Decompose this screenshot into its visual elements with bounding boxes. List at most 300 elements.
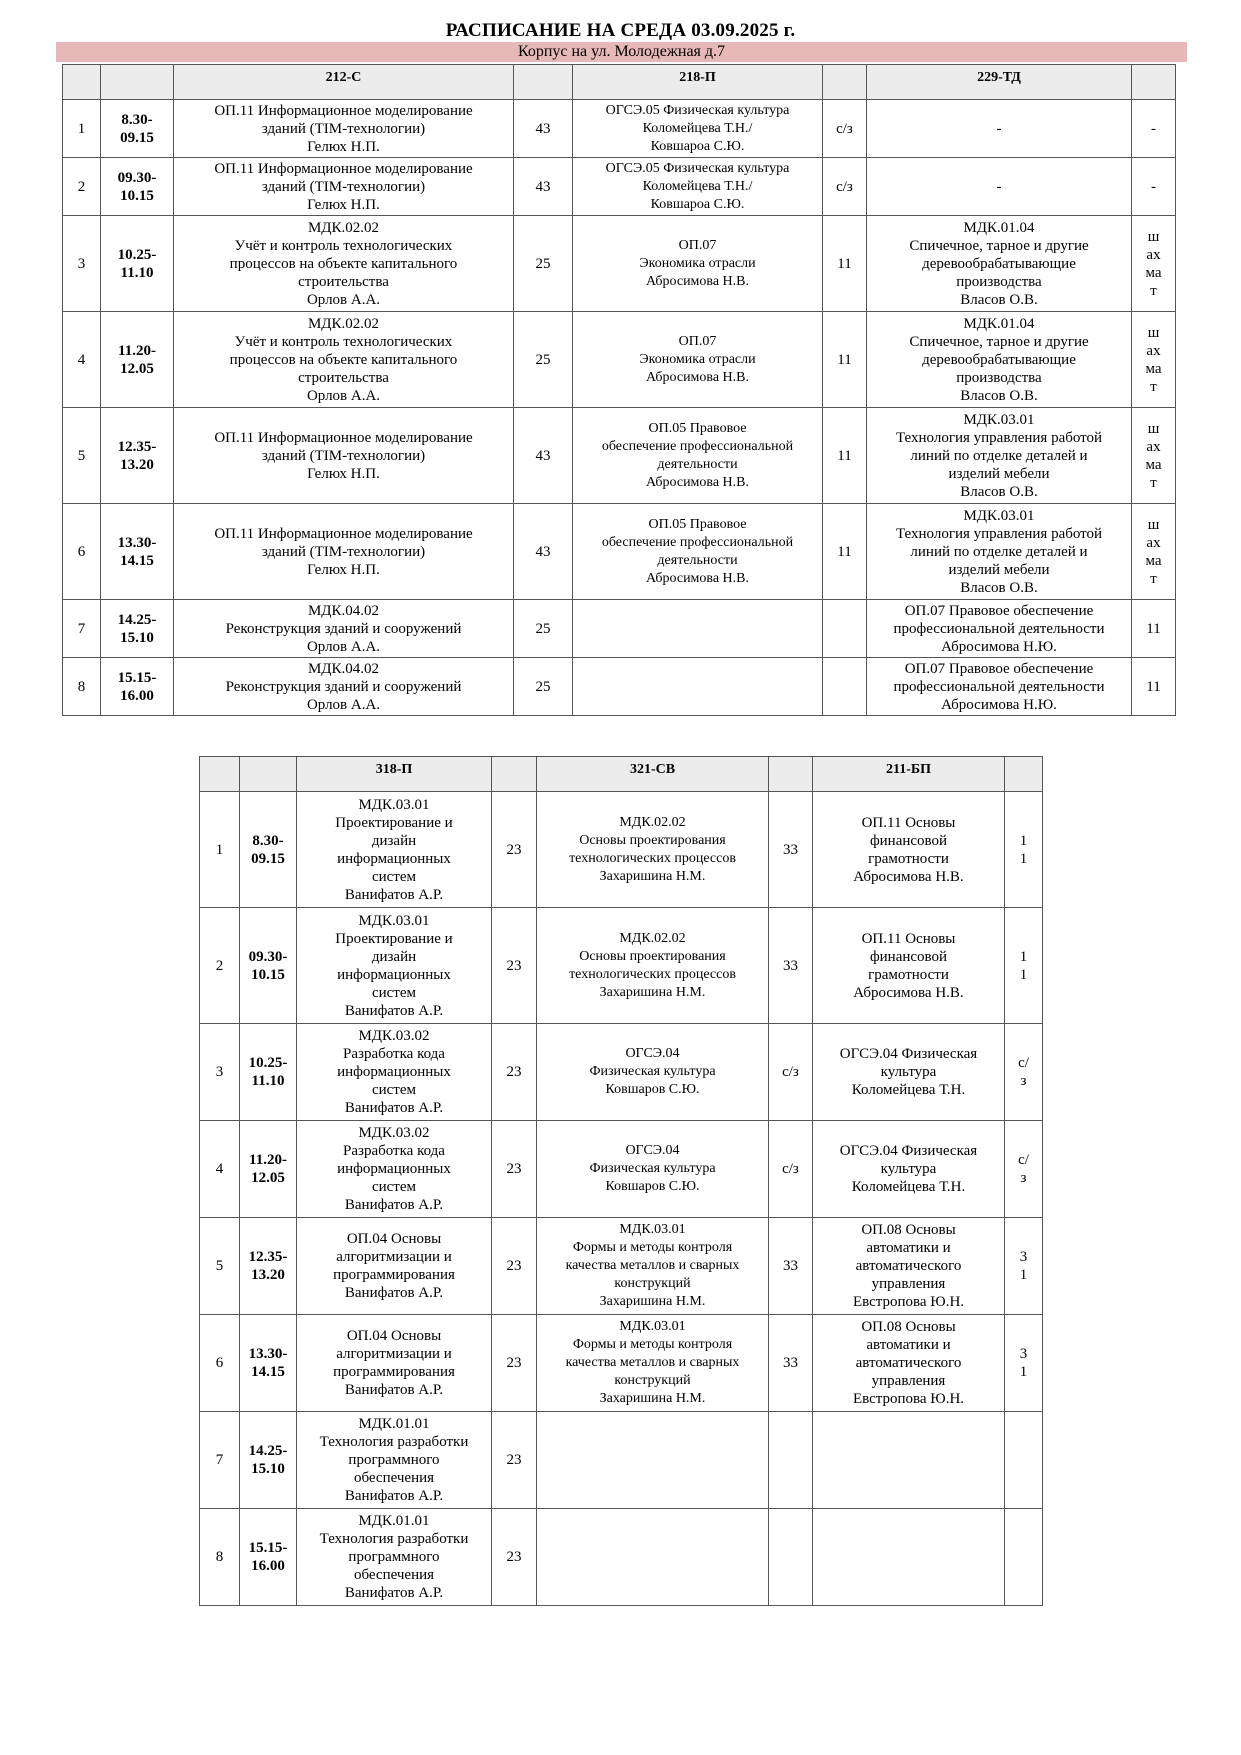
room-cell: 23 xyxy=(492,1218,537,1315)
time-end: 10.15 xyxy=(120,187,154,204)
time-end: 15.10 xyxy=(251,1461,285,1477)
subject-cell xyxy=(573,408,823,504)
room-cell: 25 xyxy=(514,312,573,408)
subject-line: Физическая культура xyxy=(589,1064,716,1079)
subject-line: деревообрабатывающие xyxy=(922,255,1076,272)
subject-line: Власов О.В. xyxy=(960,579,1038,596)
subject-line: зданий (ТIМ-технологии) xyxy=(261,178,426,195)
subject-cell xyxy=(813,1121,1005,1218)
room-cell: с/з xyxy=(823,158,867,216)
subject-cell xyxy=(537,1509,769,1606)
subject-line: обеспечение профессиональной xyxy=(601,534,794,550)
subject-line: изделий мебели xyxy=(948,561,1050,578)
subject-line: информационных xyxy=(337,850,451,867)
subject-cell xyxy=(537,1412,769,1509)
time-end: 13.20 xyxy=(251,1267,285,1283)
room-cell: 25 xyxy=(514,216,573,312)
subject-line: линий по отделке деталей и xyxy=(910,447,1088,464)
time-end: 16.00 xyxy=(251,1558,285,1574)
table-row xyxy=(200,908,1043,1024)
subject-line: зданий (ТIМ-технологии) xyxy=(261,447,426,464)
lesson-time xyxy=(101,504,174,600)
lesson-number: 6 xyxy=(200,1315,240,1412)
subject-line: конструкций xyxy=(614,1276,691,1291)
group-header: 321-СВ xyxy=(537,757,769,792)
room-cell: 33 xyxy=(769,908,813,1024)
subject-cell xyxy=(867,100,1132,158)
subject-cell xyxy=(813,792,1005,908)
room-cell xyxy=(769,1412,813,1509)
table-row xyxy=(63,504,1176,600)
lesson-time xyxy=(240,1412,297,1509)
room-cell: 11 xyxy=(1132,658,1176,716)
subject-line: управления xyxy=(871,1276,946,1292)
time-start: 14.25- xyxy=(117,611,157,628)
subject-line: систем xyxy=(371,868,417,885)
subject-line: ОП.11 Основы xyxy=(861,930,956,947)
subject-line: Гелюх Н.П. xyxy=(307,196,380,213)
room-cell: ш ах ма т xyxy=(1132,312,1176,408)
subject-line: систем xyxy=(371,984,417,1001)
time-start: 11.20- xyxy=(249,1152,287,1168)
time-end: 16.00 xyxy=(120,687,154,704)
subject-line: Захаришина Н.М. xyxy=(599,868,706,884)
subject-line: ОП.08 Основы xyxy=(861,1222,956,1238)
time-start: 8.30- xyxy=(252,832,284,849)
subject-line: Проектирование и xyxy=(335,814,453,831)
subject-cell xyxy=(573,158,823,216)
subject-cell xyxy=(174,158,514,216)
subject-cell xyxy=(174,312,514,408)
room-cell: 33 xyxy=(769,1315,813,1412)
room-cell: 23 xyxy=(492,1509,537,1606)
room-cell: 11 xyxy=(823,408,867,504)
subject-line: МДК.01.01 xyxy=(358,1513,430,1529)
subject-cell xyxy=(867,216,1132,312)
room-cell: 25 xyxy=(514,658,573,716)
subject-line: Абросимова Н.Ю. xyxy=(941,638,1057,655)
subject-line: систем xyxy=(371,1179,417,1195)
room-cell: 23 xyxy=(492,1315,537,1412)
subject-cell xyxy=(297,1509,492,1606)
subject-line: ОП.11 Информационное моделирование xyxy=(214,525,473,542)
subject-line: культура xyxy=(880,1064,937,1080)
subject-line: МДК.03.01 xyxy=(963,411,1035,428)
subject-cell xyxy=(297,908,492,1024)
group-header: 211-БП xyxy=(813,757,1005,792)
subject-cell xyxy=(867,312,1132,408)
subject-line: производства xyxy=(956,273,1042,290)
lesson-number: 8 xyxy=(63,658,101,716)
subject-line: качества металлов и сварных xyxy=(565,1258,740,1273)
subject-line: Абросимова Н.В. xyxy=(853,868,964,885)
time-end: 12.05 xyxy=(251,1170,285,1186)
lesson-time xyxy=(240,792,297,908)
subject-line: Разработка кода xyxy=(343,1046,445,1062)
lesson-number: 5 xyxy=(63,408,101,504)
subject-cell xyxy=(174,600,514,658)
subject-cell xyxy=(867,408,1132,504)
room-cell xyxy=(1005,1509,1043,1606)
schedule-body-2 xyxy=(200,792,1043,1606)
subject-line: ОП.08 Основы xyxy=(861,1319,956,1335)
subject-cell xyxy=(297,1218,492,1315)
lesson-number: 7 xyxy=(63,600,101,658)
subject-line: деятельности xyxy=(657,456,738,472)
room-cell: 33 xyxy=(769,792,813,908)
subject-line: обеспечение профессиональной xyxy=(601,438,794,454)
subject-line: профессиональной деятельности xyxy=(893,678,1105,695)
subject-cell xyxy=(174,504,514,600)
lesson-time xyxy=(240,1315,297,1412)
subject-line: Спичечное, тарное и другие xyxy=(909,237,1089,254)
schedule-table-2 xyxy=(199,756,1043,1606)
subject-line: Захаришина Н.М. xyxy=(599,1391,706,1406)
subject-line: Реконструкция зданий и сооружений xyxy=(225,620,462,637)
subject-line: Ванифатов А.Р. xyxy=(344,1585,444,1601)
table-row xyxy=(200,792,1043,908)
subject-cell xyxy=(867,504,1132,600)
lesson-time xyxy=(240,1024,297,1121)
time-end: 12.05 xyxy=(120,360,154,377)
subject-line: Ковшароа С.Ю. xyxy=(650,196,745,212)
room-cell: ш ах ма т xyxy=(1132,504,1176,600)
table-row xyxy=(63,312,1176,408)
subject-line: Технология управления работой xyxy=(895,429,1103,446)
subject-line: Основы проектирования xyxy=(579,832,726,848)
subject-cell xyxy=(537,908,769,1024)
subject-line: МДК.01.04 xyxy=(963,219,1035,236)
group-header: 212-С xyxy=(174,65,514,100)
subject-line: процессов на объекте капитального xyxy=(229,255,458,272)
lesson-time xyxy=(240,908,297,1024)
subject-line: МДК.03.01 xyxy=(619,1222,686,1237)
subject-line: информационных xyxy=(337,966,451,983)
room-cell: 11 xyxy=(823,216,867,312)
time-start: 11.20- xyxy=(118,342,156,359)
subject-cell xyxy=(297,1024,492,1121)
table-row xyxy=(63,216,1176,312)
subject-line: технологических процессов xyxy=(569,850,736,866)
room-cell xyxy=(823,658,867,716)
subject-line: Абросимова Н.В. xyxy=(645,369,750,385)
subject-line: профессиональной деятельности xyxy=(893,620,1105,637)
subject-line: Формы и методы контроля xyxy=(572,1240,733,1255)
subject-line: Технология разработки xyxy=(319,1434,469,1450)
subject-line: автоматики и xyxy=(866,1337,951,1353)
room-cell: с/ з xyxy=(1005,1024,1043,1121)
subject-line: ОГСЭ.04 xyxy=(625,1046,680,1061)
subject-line: финансовой xyxy=(869,948,948,965)
subject-cell xyxy=(537,1315,769,1412)
subject-cell xyxy=(174,408,514,504)
subject-line: программирования xyxy=(333,1267,455,1283)
time-start: 15.15- xyxy=(248,1540,288,1556)
subject-line: строительства xyxy=(298,369,389,386)
subject-line: строительства xyxy=(298,273,389,290)
subject-line: Коломейцева Т.Н./ xyxy=(642,120,753,136)
lesson-number: 4 xyxy=(63,312,101,408)
subject-line: ОП.07 Правовое обеспечение xyxy=(904,660,1094,677)
subject-cell xyxy=(813,1315,1005,1412)
subject-line: МДК.03.01 xyxy=(619,1319,686,1334)
subject-cell xyxy=(813,1218,1005,1315)
subject-line: Орлов А.А. xyxy=(306,638,381,655)
room-cell: ш ах ма т xyxy=(1132,216,1176,312)
table-row xyxy=(63,600,1176,658)
table-row xyxy=(200,1024,1043,1121)
room-cell: 11 xyxy=(823,504,867,600)
lesson-time xyxy=(101,408,174,504)
subject-line: ОП.07 Правовое обеспечение xyxy=(904,602,1094,619)
room-cell: 23 xyxy=(492,1121,537,1218)
subject-line: МДК.03.01 xyxy=(358,796,430,813)
subject-cell xyxy=(297,1315,492,1412)
lesson-time xyxy=(240,1218,297,1315)
subject-line: программирования xyxy=(333,1364,455,1380)
subject-line: информационных xyxy=(337,1064,451,1080)
subject-cell xyxy=(537,792,769,908)
lesson-number: 7 xyxy=(200,1412,240,1509)
subject-line: алгоритмизации и xyxy=(336,1346,452,1362)
room-cell: 1 1 xyxy=(1005,792,1043,908)
subject-line: Ванифатов А.Р. xyxy=(344,1285,444,1301)
time-end: 14.15 xyxy=(120,552,154,569)
subject-line: МДК.01.04 xyxy=(963,315,1035,332)
subject-line: Захаришина Н.М. xyxy=(599,984,706,1000)
time-start: 10.25- xyxy=(117,246,157,263)
time-end: 10.15 xyxy=(251,966,285,983)
table-header-row xyxy=(200,757,1043,792)
subject-line: зданий (ТIМ-технологии) xyxy=(261,120,426,137)
time-end: 15.10 xyxy=(120,629,154,646)
table-row xyxy=(200,1315,1043,1412)
subject-line: Орлов А.А. xyxy=(306,696,381,713)
subject-line: Ванифатов А.Р. xyxy=(344,1382,444,1398)
lesson-time xyxy=(101,158,174,216)
subject-line: финансовой xyxy=(869,832,948,849)
subject-line: Ковшаров С.Ю. xyxy=(605,1179,700,1194)
subject-line: ОГСЭ.04 xyxy=(625,1143,680,1158)
subject-line: ОП.07 xyxy=(678,333,717,349)
subject-cell xyxy=(573,100,823,158)
subject-line: ОГСЭ.04 Физическая xyxy=(839,1143,978,1159)
room-cell: 3 1 xyxy=(1005,1218,1043,1315)
subject-line: МДК.04.02 xyxy=(307,660,380,677)
time-start: 14.25- xyxy=(248,1443,288,1459)
subject-line: алгоритмизации и xyxy=(336,1249,452,1265)
room-cell: 11 xyxy=(823,312,867,408)
room-cell: 43 xyxy=(514,100,573,158)
subject-line: Проектирование и xyxy=(335,930,453,947)
subject-line: МДК.02.02 xyxy=(307,219,380,236)
table-row xyxy=(63,158,1176,216)
time-start: 09.30- xyxy=(248,948,288,965)
subject-line: ОГСЭ.04 Физическая xyxy=(839,1046,978,1062)
subject-line: ОП.05 Правовое xyxy=(648,516,747,532)
subject-line: ОГСЭ.05 Физическая культура xyxy=(605,160,790,176)
subject-line: Евстропова Ю.Н. xyxy=(852,1391,965,1407)
subject-line: Коломейцева Т.Н./ xyxy=(642,178,753,194)
subject-line: ОП.11 Информационное моделирование xyxy=(214,429,473,446)
subject-line: ОП.11 Информационное моделирование xyxy=(214,160,473,177)
lesson-number: 2 xyxy=(63,158,101,216)
lesson-time xyxy=(101,100,174,158)
subject-line: информационных xyxy=(337,1161,451,1177)
lesson-time xyxy=(101,312,174,408)
campus-banner: Корпус на ул. Молодежная д.7 xyxy=(56,42,1187,62)
room-cell: с/ з xyxy=(1005,1121,1043,1218)
subject-line: МДК.02.02 xyxy=(619,930,686,946)
group-header: 318-П xyxy=(297,757,492,792)
room-cell: с/з xyxy=(769,1121,813,1218)
subject-line: Гелюх Н.П. xyxy=(307,561,380,578)
subject-line: Коломейцева Т.Н. xyxy=(851,1082,966,1098)
lesson-number: 1 xyxy=(200,792,240,908)
table-row xyxy=(200,1509,1043,1606)
subject-line: Физическая культура xyxy=(589,1161,716,1176)
subject-line: Технология разработки xyxy=(319,1531,469,1547)
subject-line: программного xyxy=(348,1549,440,1565)
subject-line: Власов О.В. xyxy=(960,387,1038,404)
time-start: 13.30- xyxy=(248,1346,288,1362)
group-header: 218-П xyxy=(573,65,823,100)
subject-line: ОП.07 xyxy=(678,237,717,253)
subject-line: линий по отделке деталей и xyxy=(910,543,1088,560)
subject-cell xyxy=(174,216,514,312)
room-cell: с/з xyxy=(769,1024,813,1121)
subject-line: Спичечное, тарное и другие xyxy=(909,333,1089,350)
subject-line: ОП.05 Правовое xyxy=(648,420,747,436)
room-cell: 33 xyxy=(769,1218,813,1315)
subject-line: МДК.03.02 xyxy=(358,1125,430,1141)
subject-line: Абросимова Н.В. xyxy=(645,474,750,490)
time-start: 8.30- xyxy=(121,111,153,128)
room-cell xyxy=(1005,1412,1043,1509)
subject-line: Технология управления работой xyxy=(895,525,1103,542)
subject-line: Захаришина Н.М. xyxy=(599,1294,706,1309)
subject-cell xyxy=(297,792,492,908)
subject-cell xyxy=(537,1218,769,1315)
lesson-number: 4 xyxy=(200,1121,240,1218)
subject-line: систем xyxy=(371,1082,417,1098)
room-cell: 43 xyxy=(514,158,573,216)
room-cell: 1 1 xyxy=(1005,908,1043,1024)
subject-line: грамотности xyxy=(868,966,949,983)
subject-cell xyxy=(813,1509,1005,1606)
table-row xyxy=(200,1412,1043,1509)
schedule-table-1 xyxy=(62,64,1176,716)
subject-cell xyxy=(813,908,1005,1024)
subject-line: - xyxy=(996,178,1002,195)
subject-line: качества металлов и сварных xyxy=(565,1355,740,1370)
table-row xyxy=(63,658,1176,716)
subject-line: Ванифатов А.Р. xyxy=(344,886,444,903)
lesson-number: 3 xyxy=(63,216,101,312)
subject-line: Абросимова Н.В. xyxy=(645,570,750,586)
lesson-number: 1 xyxy=(63,100,101,158)
subject-line: грамотности xyxy=(868,850,949,867)
subject-line: Ванифатов А.Р. xyxy=(344,1488,444,1504)
subject-line: ОП.04 Основы xyxy=(346,1328,442,1344)
subject-line: ОП.04 Основы xyxy=(346,1231,442,1247)
subject-line: МДК.02.02 xyxy=(307,315,380,332)
subject-line: Ванифатов А.Р. xyxy=(344,1197,444,1213)
room-cell: 23 xyxy=(492,792,537,908)
lesson-time xyxy=(240,1509,297,1606)
room-cell: 3 1 xyxy=(1005,1315,1043,1412)
lesson-number: 6 xyxy=(63,504,101,600)
subject-line: Основы проектирования xyxy=(579,948,726,964)
subject-line: управления xyxy=(871,1373,946,1389)
subject-line: ОП.11 Основы xyxy=(861,814,956,831)
room-cell xyxy=(769,1509,813,1606)
subject-cell xyxy=(867,600,1132,658)
subject-line: автоматического xyxy=(855,1355,962,1371)
subject-line: деятельности xyxy=(657,552,738,568)
subject-line: зданий (ТIМ-технологии) xyxy=(261,543,426,560)
room-cell: 23 xyxy=(492,1024,537,1121)
subject-line: Ванифатов А.Р. xyxy=(344,1100,444,1116)
subject-line: МДК.03.01 xyxy=(358,912,430,929)
subject-line: изделий мебели xyxy=(948,465,1050,482)
subject-line: Реконструкция зданий и сооружений xyxy=(225,678,462,695)
subject-line: МДК.03.01 xyxy=(963,507,1035,524)
subject-cell xyxy=(867,658,1132,716)
subject-line: Ковшароа С.Ю. xyxy=(650,138,745,154)
schedule-body-1 xyxy=(63,100,1176,716)
subject-line: Экономика отрасли xyxy=(639,351,756,367)
lesson-time xyxy=(101,658,174,716)
time-start: 15.15- xyxy=(117,669,157,686)
subject-line: - xyxy=(996,120,1002,137)
subject-cell xyxy=(867,158,1132,216)
room-cell: 25 xyxy=(514,600,573,658)
subject-line: программного xyxy=(348,1452,440,1468)
time-end: 13.20 xyxy=(120,456,154,473)
page-title: РАСПИСАНИЕ НА СРЕДА 03.09.2025 г. xyxy=(445,20,796,41)
room-cell: 43 xyxy=(514,504,573,600)
subject-cell xyxy=(573,504,823,600)
room-cell: 23 xyxy=(492,1412,537,1509)
subject-line: обеспечения xyxy=(353,1567,435,1583)
time-end: 09.15 xyxy=(251,850,285,867)
subject-cell xyxy=(537,1121,769,1218)
subject-line: конструкций xyxy=(614,1373,691,1388)
room-cell xyxy=(823,600,867,658)
time-start: 13.30- xyxy=(117,534,157,551)
time-end: 14.15 xyxy=(251,1364,285,1380)
subject-line: технологических процессов xyxy=(569,966,736,982)
subject-line: ОП.11 Информационное моделирование xyxy=(214,102,473,119)
subject-cell xyxy=(813,1024,1005,1121)
time-end: 11.10 xyxy=(120,264,154,281)
subject-line: процессов на объекте капитального xyxy=(229,351,458,368)
room-cell: 11 xyxy=(1132,600,1176,658)
subject-line: Учёт и контроль технологических xyxy=(234,237,453,254)
subject-line: МДК.01.01 xyxy=(358,1416,430,1432)
subject-line: Орлов А.А. xyxy=(306,291,381,308)
subject-cell xyxy=(573,600,823,658)
subject-line: Абросимова Н.В. xyxy=(645,273,750,289)
subject-line: Евстропова Ю.Н. xyxy=(852,1294,965,1310)
subject-line: Ванифатов А.Р. xyxy=(344,1002,444,1019)
subject-line: ОГСЭ.05 Физическая культура xyxy=(605,102,790,118)
time-end: 09.15 xyxy=(120,129,154,146)
subject-line: Формы и методы контроля xyxy=(572,1337,733,1352)
lesson-number: 3 xyxy=(200,1024,240,1121)
group-header: 229-ТД xyxy=(867,65,1132,100)
